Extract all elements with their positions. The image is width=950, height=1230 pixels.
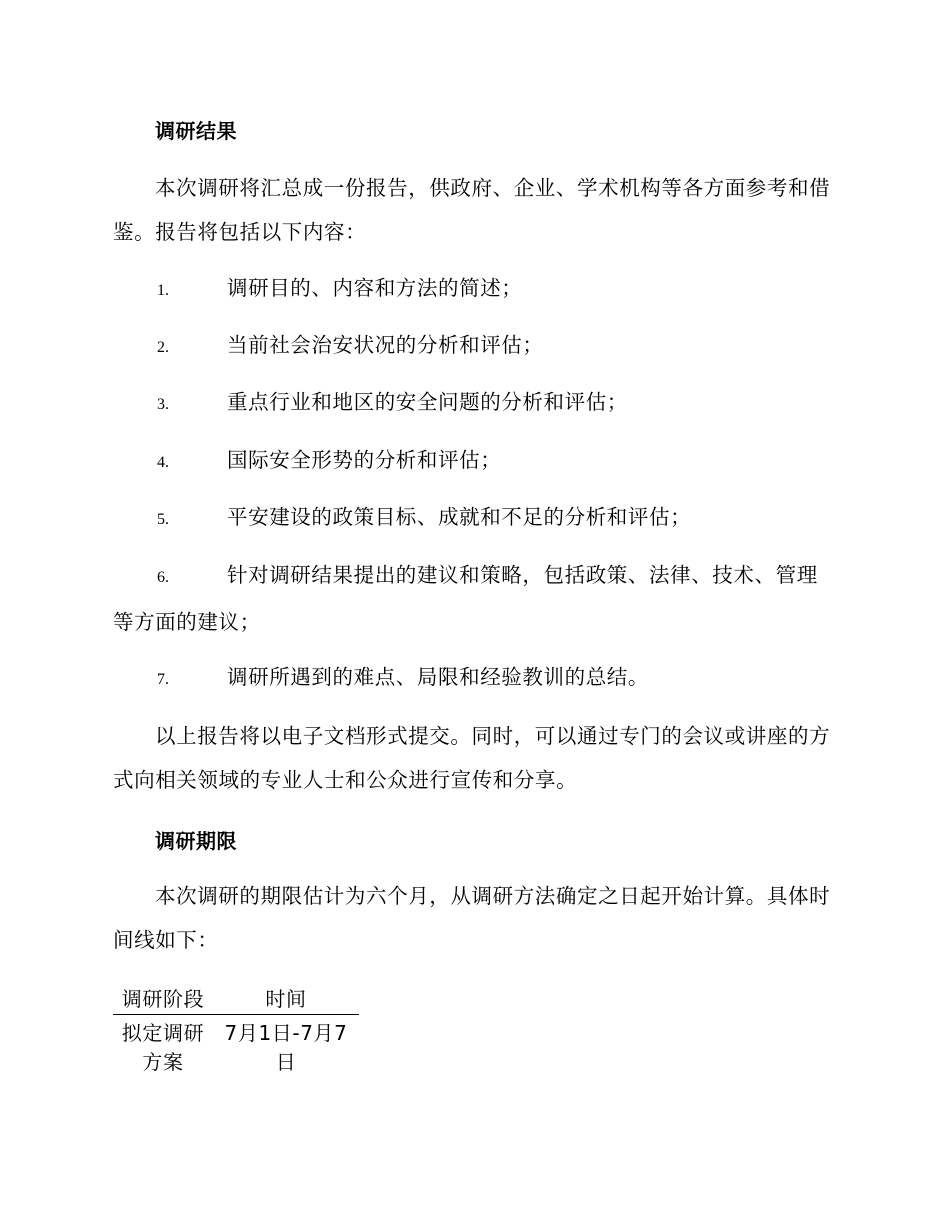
list-item [113,266,838,313]
table-header-row [113,985,359,1015]
list-item [113,553,838,644]
list-item-number: 5. [157,511,169,528]
list-item-text: 当前社会治安状况的分析和评估； [227,333,544,357]
list-item-number: 4. [157,454,169,471]
table-row [113,1015,359,1078]
results-intro-paragraph: 本次调研将汇总成一份报告，供政府、企业、学术机构等各方面参考和借鉴。报告将包括以下内容： [113,176,831,244]
list-item-number: 7. [157,671,169,688]
table-header-time: 时间 [265,987,307,1011]
list-item-text: 针对调研结果提出的建议和策略，包括政策、法律、技术、管理等方面的建议； [113,563,818,634]
list-item [113,438,838,485]
list-item [113,380,838,427]
list-item-text: 重点行业和地区的安全问题的分析和评估； [227,390,628,414]
list-item [113,323,838,370]
list-item [113,655,838,702]
list-item-text: 国际安全形势的分析和评估； [227,448,502,472]
period-intro-paragraph: 本次调研的期限估计为六个月，从调研方法确定之日起开始计算。具体时间线如下： [113,884,831,952]
timeline-table [113,985,359,1077]
period-heading: 调研期限 [155,829,237,853]
table-cell-time: 7月1日-7月7日 [224,1021,348,1074]
results-heading: 调研结果 [155,119,237,143]
list-item-number: 2. [157,339,169,356]
list-item-text: 平安建设的政策目标、成就和不足的分析和评估； [227,505,692,529]
list-item-number: 6. [157,569,169,586]
list-item-text: 调研目的、内容和方法的简述； [227,276,523,300]
table-header-stage: 调研阶段 [121,987,205,1011]
list-item-number: 3. [157,396,169,413]
results-closing-paragraph: 以上报告将以电子文档形式提交。同时，可以通过专门的会议或讲座的方式向相关领域的专业人士和公众进行宣传和分享。 [113,724,831,792]
list-item-number: 1. [157,282,169,299]
table-cell-stage: 拟定调研方案 [121,1021,205,1074]
list-item-text: 调研所遇到的难点、局限和经验教训的总结。 [227,665,649,689]
list-item [113,495,838,542]
